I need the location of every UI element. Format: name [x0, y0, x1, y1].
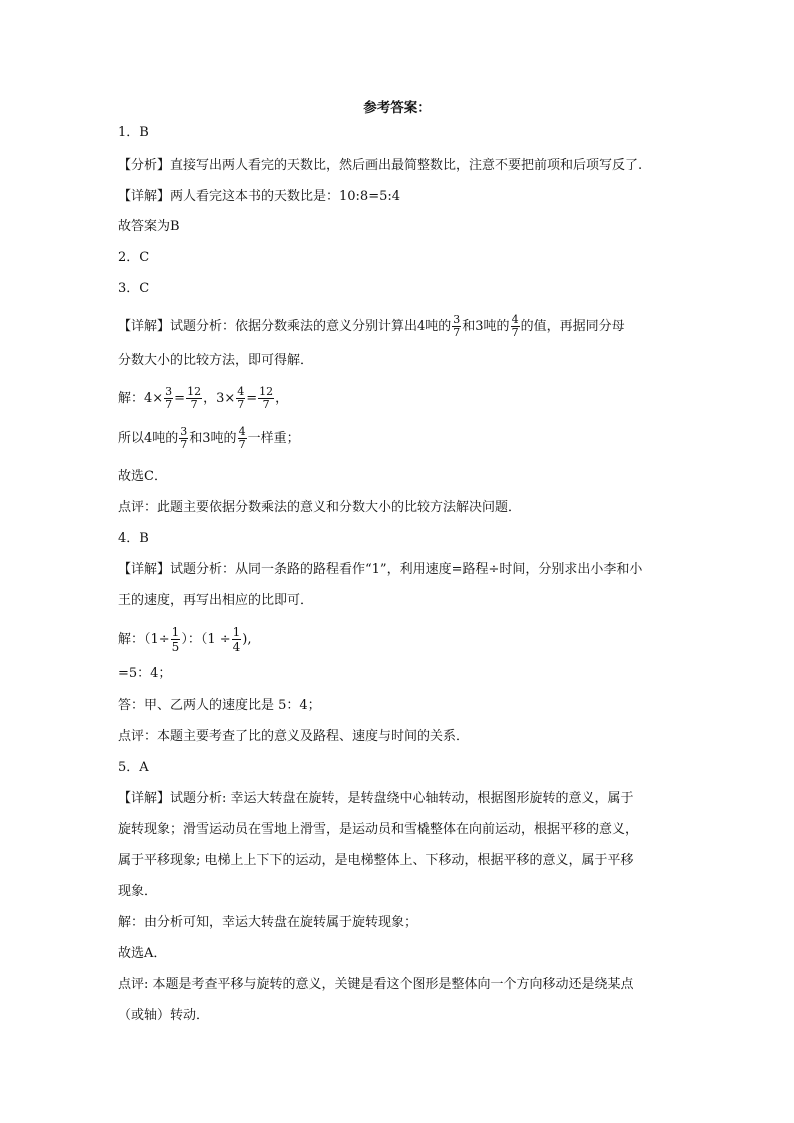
fraction-3-7: $\frac{3}{7}$	[180, 425, 188, 451]
q4-result: =5：4；	[118, 666, 172, 681]
q3-so: 所以4吨的 $\frac{3}{7}$ 和3吨的 $\frac{4}{7}$ 一样重；	[118, 425, 300, 451]
page-title: 参考答案：	[363, 100, 431, 116]
q4-answer-statement: 答：甲、乙两人的速度比是 5：4；	[118, 698, 321, 713]
q3-solution: 解：4× $\frac{3}{7}$ = $\frac{12}{7}$ ，3× $\frac{4}{7}$ = $\frac{12}{7}$ ，	[118, 385, 289, 411]
q5-solution: 解：由分析可知，幸运大转盘在旋转属于旋转现象；	[118, 915, 418, 930]
q5-detail-line1: 【详解】试题分析: 幸运大转盘在旋转，是转盘绕中心轴转动，根据图形旋转的意义，属于	[118, 791, 634, 806]
q5-detail-line3: 属于平移现象; 电梯上上下下的运动，是电梯整体上、下移动，根据平移的意义，属于平移	[118, 853, 634, 868]
q5-comment-line2: （或轴）转动．	[118, 1008, 210, 1023]
q5-detail-line2: 旋转现象；滑雪运动员在雪地上滑雪，是运动员和雪橇整体在向前运动，根据平移的意义，	[118, 822, 639, 837]
q5-answer: 5．A	[118, 760, 149, 775]
q5-comment-line1: 点评: 本题是考查平移与旋转的意义，关键是看这个图形是整体向一个方向移动还是绕某点	[118, 977, 634, 992]
q3-answer: 3．C	[118, 281, 150, 296]
fraction-12-7: $\frac{12}{7}$	[187, 385, 202, 411]
q1-analysis: 【分析】直接写出两人看完的天数比，然后画出最简整数比，注意不要把前项和后项写反了.	[118, 158, 643, 173]
q3-comment: 点评：此题主要依据分数乘法的意义和分数大小的比较方法解决问题．	[118, 500, 522, 515]
fraction-3-7: $\frac{3}{7}$	[453, 313, 461, 339]
fraction-4-7: $\frac{4}{7}$	[237, 385, 245, 411]
fraction-4-7: $\frac{4}{7}$	[511, 313, 519, 339]
q2-answer: 2．C	[118, 250, 150, 265]
q3-detail-line2: 分数大小的比较方法，即可得解．	[118, 353, 314, 368]
q4-detail-line1: 【详解】试题分析：从同一条路的路程看作“1”，利用速度=路程÷时间，分别求出小李和小	[118, 562, 643, 577]
q3-detail-b: 和3吨的	[462, 318, 510, 334]
q4-detail-line2: 王的速度，再写出相应的比即可．	[118, 593, 314, 608]
fraction-3-7: $\frac{3}{7}$	[165, 385, 173, 411]
fraction-1-4: $\frac{1}{4}$	[232, 625, 241, 654]
fraction-1-5: $\frac{1}{5}$	[171, 625, 180, 654]
q5-choose: 故选A．	[118, 946, 167, 961]
fraction-12-7: $\frac{12}{7}$	[259, 385, 274, 411]
q3-detail-line1	[118, 314, 688, 339]
q1-conclusion: 故答案为B	[118, 219, 180, 234]
q4-solution: 解：（1÷ $\frac{1}{5}$ ）：（1 ÷ $\frac{1}{4}$ ),	[118, 625, 252, 654]
q3-detail-c: 的值，再据同分母	[520, 318, 625, 334]
q1-detail: 【详解】两人看完这本书的天数比是：10:8=5:4	[118, 189, 401, 204]
q3-detail-a: 【详解】试题分析：依据分数乘法的意义分别计算出4吨的	[118, 318, 452, 334]
q4-answer: 4．B	[118, 531, 149, 546]
fraction-4-7: $\frac{4}{7}$	[238, 425, 246, 451]
q3-choose: 故选C．	[118, 469, 167, 484]
q4-comment: 点评：本题主要考查了比的意义及路程、速度与时间的关系．	[118, 729, 470, 744]
q1-answer: 1．B	[118, 125, 149, 140]
q5-detail-line4: 现象．	[118, 884, 158, 899]
